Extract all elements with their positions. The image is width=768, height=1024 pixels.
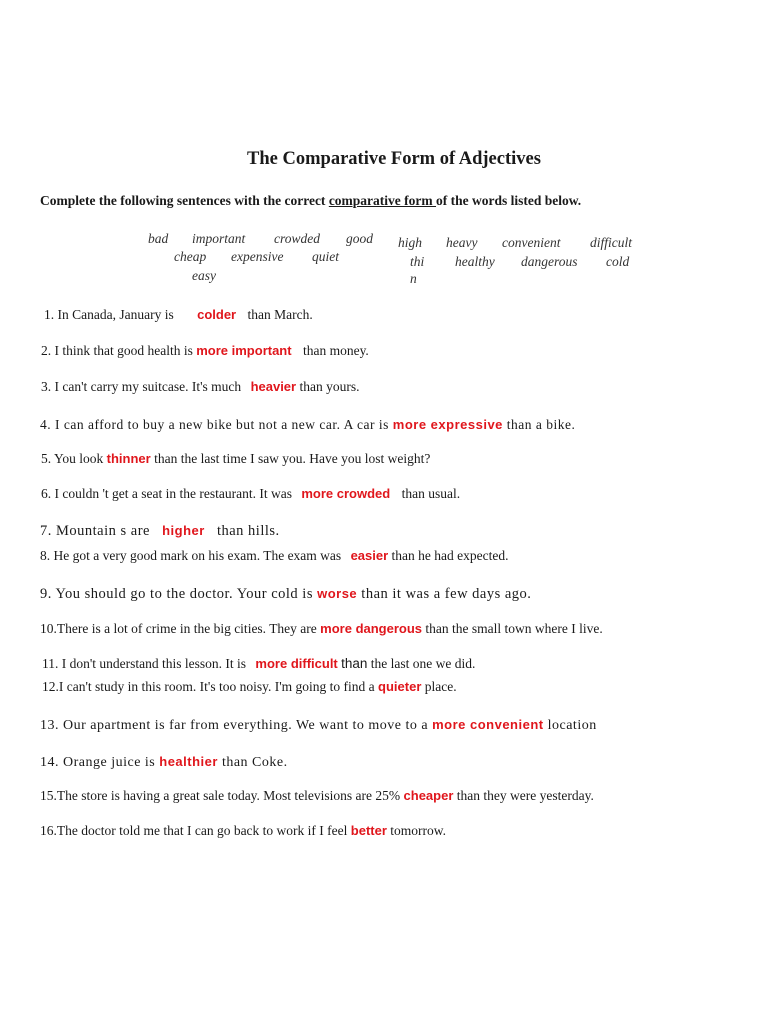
sentence-text: In Canada, January is: [57, 307, 174, 322]
answer: worse: [317, 586, 358, 601]
sentence-text: I think that good health is: [54, 343, 193, 358]
word-bank-word: n: [410, 271, 417, 286]
sentence-text: than Coke.: [221, 755, 288, 770]
sentence-1: [44, 307, 313, 323]
word-bank-word: thi: [410, 254, 425, 269]
sentence-number: 13.: [40, 718, 59, 733]
sentence-text: than March.: [247, 307, 313, 322]
answer: more convenient: [432, 717, 544, 732]
answer: quieter: [378, 679, 422, 694]
answer: colder: [197, 307, 237, 322]
answer: healthier: [159, 754, 218, 769]
sentence-2: [41, 343, 369, 359]
word-bank-word: important: [192, 231, 246, 246]
sentence-number: 1.: [44, 307, 55, 322]
sentence-text: than: [341, 656, 368, 671]
sentence-text: I couldn 't get a seat in the restaurant. It was: [54, 486, 292, 501]
word-bank-word: high: [398, 235, 423, 250]
sentence-text: The store is having a great sale today. Most televisions are 25%: [56, 788, 401, 803]
word-bank-word: cold: [606, 254, 630, 269]
instructions-text: Complete the following sentences with the correct: [40, 193, 329, 208]
sentence-text: than the last time I saw you. Have you lost weight?: [154, 451, 431, 466]
sentence-10: [40, 621, 603, 637]
sentence-8: [40, 548, 508, 564]
sentence-number: 6.: [41, 486, 52, 501]
sentence-text: Orange juice is: [63, 755, 156, 770]
sentence-number: 4.: [40, 417, 52, 432]
answer: more dangerous: [320, 621, 423, 636]
sentence-number: 12.: [42, 679, 59, 694]
instructions: [40, 193, 581, 209]
word-bank-word: cheap: [174, 249, 207, 264]
sentence-text: than a bike.: [506, 417, 576, 432]
sentence-16: [40, 823, 446, 839]
sentence-number: 8.: [40, 548, 51, 563]
sentence-text: Mountain s are: [56, 523, 150, 539]
sentence-text: than usual.: [401, 486, 461, 501]
answer: more important: [196, 343, 292, 358]
sentence-text: There is a lot of crime in the big cities. They are: [56, 621, 317, 636]
instructions-underlined: comparative form: [328, 193, 437, 208]
answer: more crowded: [301, 486, 391, 501]
sentence-text: He got a very good mark on his exam. The exam was: [53, 548, 342, 563]
word-bank-word: dangerous: [521, 254, 578, 269]
instructions-text-end: of the words listed below.: [436, 193, 582, 208]
sentence-number: 11.: [42, 656, 59, 671]
sentence-9: [40, 586, 531, 603]
sentence-text: location: [547, 718, 597, 733]
sentence-text: than he had expected.: [391, 548, 509, 563]
sentence-text: than hills.: [216, 523, 280, 539]
answer: cheaper: [403, 788, 454, 803]
sentence-text: I don't understand this lesson. It is: [61, 656, 247, 671]
word-bank-word: crowded: [274, 231, 320, 246]
word-bank-word: heavy: [446, 235, 478, 250]
sentence-number: 16.: [40, 823, 57, 838]
sentence-13: [40, 717, 597, 734]
sentence-4: [40, 417, 575, 433]
answer: better: [350, 823, 387, 838]
word-bank-word: expensive: [231, 249, 284, 264]
sentence-text: than the small town where I live.: [425, 621, 603, 636]
sentence-5: [41, 451, 430, 467]
sentence-text: You should go to the doctor. Your cold is: [55, 586, 313, 602]
sentence-number: 2.: [41, 343, 52, 358]
sentence-number: 3.: [41, 379, 52, 394]
answer: thinner: [106, 451, 151, 466]
sentence-12: [42, 679, 457, 695]
sentence-text: I can't study in this room. It's too noisy. I'm going to find a: [58, 679, 375, 694]
sentence-3: [41, 379, 359, 395]
sentence-text: than money.: [302, 343, 369, 358]
sentence-number: 14.: [40, 755, 59, 770]
word-bank-word: healthy: [455, 254, 495, 269]
sentence-text: tomorrow.: [390, 823, 447, 838]
sentence-number: 9.: [40, 586, 52, 602]
word-bank-word: easy: [192, 268, 216, 283]
page-title: The Comparative Form of Adjectives: [247, 149, 541, 169]
word-bank-word: difficult: [590, 235, 632, 250]
sentence-text: place.: [424, 679, 457, 694]
sentence-text: The doctor told me that I can go back to work if I feel: [56, 823, 348, 838]
answer: higher: [162, 523, 205, 538]
sentence-text: the last one we did.: [370, 656, 476, 671]
sentence-text: than they were yesterday.: [456, 788, 594, 803]
sentence-7: [40, 523, 280, 540]
sentence-6: [41, 486, 460, 502]
sentence-text: than yours.: [299, 379, 360, 394]
sentence-11: [42, 656, 475, 672]
sentence-14: [40, 754, 288, 771]
answer: easier: [350, 548, 389, 563]
word-bank-word: bad: [148, 231, 169, 246]
sentence-text: Our apartment is far from everything. We want to move to a: [63, 718, 429, 733]
word-bank-word: convenient: [502, 235, 561, 250]
sentence-text: I can afford to buy a new bike but not a new car. A car is: [55, 417, 389, 432]
sentence-number: 15.: [40, 788, 57, 803]
word-bank-word: quiet: [312, 249, 339, 264]
sentence-number: 5.: [41, 451, 52, 466]
sentence-text: I can't carry my suitcase. It's much: [54, 379, 242, 394]
word-bank-word: good: [346, 231, 373, 246]
answer: more expressive: [392, 417, 503, 432]
sentence-text: You look: [54, 451, 104, 466]
sentence-15: [40, 788, 594, 804]
answer: heavier: [250, 379, 297, 394]
sentence-number: 7.: [40, 523, 52, 539]
answer: more difficult: [255, 656, 338, 671]
sentence-number: 10.: [40, 621, 57, 636]
sentence-text: than it was a few days ago.: [361, 586, 532, 602]
